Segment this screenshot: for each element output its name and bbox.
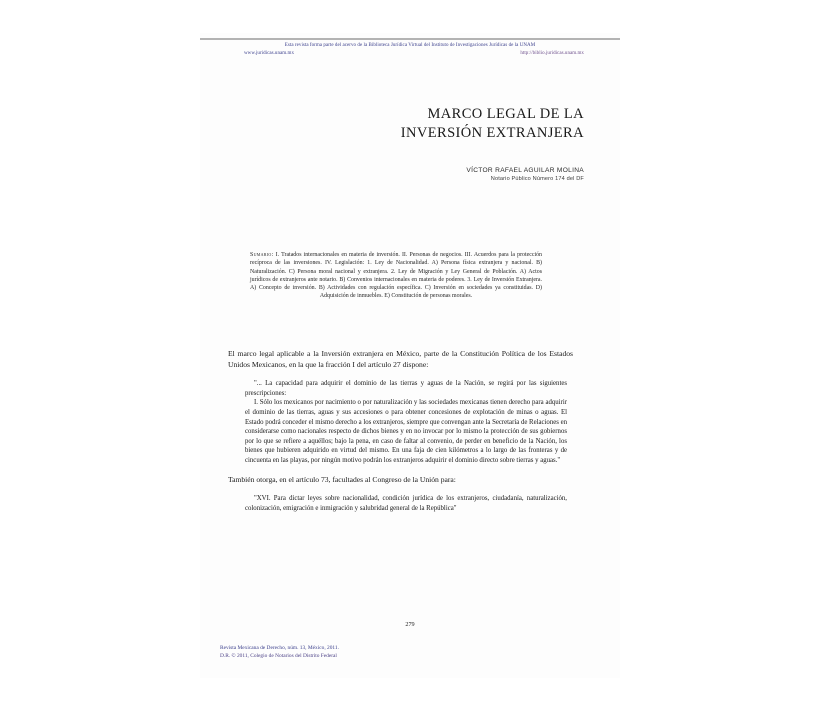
document-page: [200, 33, 620, 678]
footer-journal-citation: Revista Mexicana de Derecho, núm. 13, México, 2011.: [220, 645, 339, 651]
constitution-article-73-quote: [228, 494, 573, 513]
quote-1-body: I. Sólo los mexicanos por nacimiento o por naturalización y las sociedades mexicanas tienen derecho para adquirir el dominio de las tierras, aguas y sus accesiones o para obtener concesiones de explotación de minas o aguas. El Estado podrá conceder el mismo derecho a los extranjeros, siempre que convengan ante la Secretaría de Relaciones en considerarse como nacionales respecto de dichos bienes y en no invocar por lo mismo la protección de sus gobiernos por lo que se refiere a aquéllos; bajo la pena, en caso de faltar al convenio, de perder en beneficio de la Nación, los bienes que hubieren adquirido en virtud del mismo. En una faja de cien kilómetros a lo largo de las fronteras y de cincuenta en las playas, por ningún motivo podrán los extranjeros adquirir el dominio directo sobre tierras y aguas.": [245, 399, 567, 464]
sumario-label: Sumario:: [250, 252, 274, 258]
body-paragraph-1: El marco legal aplicable a la Inversión extranjera en México, parte de la Constitución Política de los Estados Unidos Mexicanos, en la que la fracción I del artículo 27 dispone:: [228, 349, 573, 369]
body-column: [228, 349, 573, 522]
quote-2-body: "XVI. Para dictar leyes sobre nacionalidad, condición jurídica de los extranjeros, ciudadanía, naturalización, colonización, emigración e inmigración y salubridad general de la República": [245, 495, 567, 512]
page-top-rule: [200, 38, 620, 40]
constitution-article-27-quote: [228, 379, 573, 465]
sumario-block: [250, 251, 542, 301]
footer-copyright: D.R. © 2011, Colegio de Notarios del Distrito Federal: [220, 652, 337, 659]
body-paragraph-2: También otorga, en el artículo 73, facultades al Congreso de la Unión para:: [228, 474, 456, 484]
page-footer: [220, 645, 550, 660]
page-title: [294, 105, 584, 143]
sumario-text: I. Tratados internacionales en materia de inversión. II. Personas de negocios. III. Acuerdos para la protección recíproca de las inversiones. IV. Legislación: 1. Ley de Nacionalidad. A) Persona física extranjera y nacional. B) Naturalización. C) Persona moral nacional y extranjera. 2. Ley de Migración y Ley General de Población. A) Actos jurídicos de extranjeros ante notario. B) Convenios internacionales en materia de poderes. 3. Ley de Inversión Extranjera. A) Concepto de inversión. B) Actividades con regulación específica. C) Inversión en sociedades ya constituidas. D) Adquisición de inmuebles. E) Constitución de personas morales.: [250, 252, 542, 300]
page-title-line-1: MARCO LEGAL DE LA: [427, 106, 584, 122]
quote-1-intro: "... La capacidad para adquirir el dominio de las tierras y aguas de la Nación, se regirá por las siguientes prescripciones:: [245, 380, 567, 397]
page-title-line-2: INVERSIÓN EXTRANJERA: [400, 125, 584, 141]
repository-banner: [200, 42, 620, 66]
author-role: Notario Público Número 174 del DF: [490, 176, 584, 182]
page-number: 279: [405, 621, 415, 628]
repository-url-left[interactable]: www.juridicas.unam.mx: [244, 51, 295, 56]
author-name: VÍCTOR RAFAEL AGUILAR MOLINA: [466, 167, 584, 174]
author-block: [284, 166, 584, 183]
repository-url-right[interactable]: http://biblio.juridicas.unam.mx: [520, 51, 584, 56]
repository-notice: Esta revista forma parte del acervo de la Biblioteca Jurídica Virtual del Instituto de Investigaciones Jurídicas de la UNAM: [284, 43, 536, 48]
